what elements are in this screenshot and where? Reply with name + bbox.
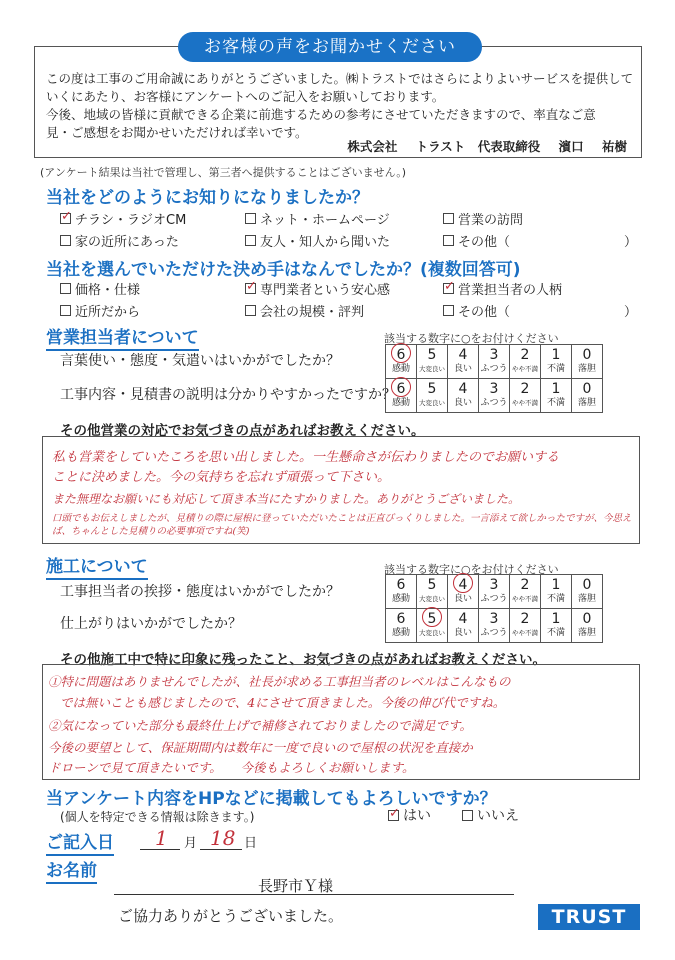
- rating-label: 大変良い: [419, 595, 445, 603]
- rating-label: 良い: [453, 398, 472, 408]
- rating-cell-6[interactable]: [386, 575, 417, 609]
- checkbox[interactable]: [462, 810, 473, 821]
- rating-number: 1: [551, 381, 561, 397]
- thanks-message: ご協力ありがとうございました。: [118, 907, 344, 925]
- rating-number: 2: [520, 347, 530, 363]
- rating-cell-6[interactable]: [386, 609, 417, 643]
- handwritten-comment: また無理なお願いにも対応して頂き本当にたすかりました。ありがとうございました。: [52, 492, 521, 506]
- rating-cell-0[interactable]: [572, 609, 603, 643]
- q2-option[interactable]: ✓ 専門業者という安心感: [245, 279, 390, 298]
- rating-cell-2[interactable]: [510, 575, 541, 609]
- rating-label: 感動: [391, 364, 410, 374]
- rating-number: 1: [551, 347, 561, 363]
- rating-cell-4[interactable]: [448, 575, 479, 609]
- checkbox-checked[interactable]: [60, 213, 71, 224]
- rating-number: 0: [582, 381, 592, 397]
- checkbox-checked[interactable]: [388, 810, 399, 821]
- rating-cell-4[interactable]: [448, 379, 479, 413]
- q2-option[interactable]: 価格・仕様: [60, 279, 140, 298]
- rating-cell-6[interactable]: [386, 345, 417, 379]
- day-unit: 日: [244, 836, 258, 851]
- month-unit: 月: [184, 836, 198, 851]
- rating-row: [386, 575, 603, 609]
- handwritten-comment: 今後の要望として、保証期間内は数年に一度で良いので屋根の状況を直接か: [48, 740, 473, 755]
- rating-number: 5: [427, 577, 437, 593]
- rating-label: やや不満: [512, 595, 538, 603]
- rating-label: 感動: [391, 398, 410, 408]
- construction-comment-prompt: その他施工中で特に印象に残ったこと、お気づきの点があればお教えください。: [60, 652, 546, 668]
- rating-label: 落胆: [577, 594, 596, 604]
- rating-label: やや不満: [512, 365, 538, 373]
- customer-name: 長野市Ｙ様: [258, 877, 334, 895]
- rating-label: 不満: [546, 398, 565, 408]
- rating-row: [386, 345, 603, 379]
- rating-label: 感動: [391, 594, 410, 604]
- rating-label: 大変良い: [419, 399, 445, 407]
- checkbox[interactable]: [443, 305, 454, 316]
- rating-cell-3[interactable]: [479, 609, 510, 643]
- rating-label: 良い: [453, 364, 472, 374]
- rating-number: 4: [458, 577, 468, 593]
- rating-number: 3: [489, 611, 499, 627]
- checkbox[interactable]: [60, 305, 71, 316]
- checkbox-checked[interactable]: [443, 283, 454, 294]
- q1-option[interactable]: その他（: [443, 231, 510, 250]
- rating-label: 落胆: [577, 398, 596, 408]
- rating-label: 不満: [546, 364, 565, 374]
- rating-label: 不満: [546, 594, 565, 604]
- q1-option[interactable]: ネット・ホームページ: [245, 209, 390, 228]
- rating-cell-5[interactable]: [417, 345, 448, 379]
- q1-title: 当社をどのようにお知りになりましたか？: [46, 188, 369, 208]
- rating-number: 5: [427, 381, 437, 397]
- close-paren: ）: [624, 235, 638, 250]
- publish-consent-note: (個人を特定できる情報は除きます。): [60, 810, 255, 824]
- rating-number: 4: [458, 611, 468, 627]
- rating-number: 5: [427, 611, 437, 627]
- rating-number: 0: [582, 577, 592, 593]
- rating-cell-3[interactable]: [479, 575, 510, 609]
- rating-label: 不満: [546, 628, 565, 638]
- rating-cell-2[interactable]: [510, 379, 541, 413]
- rating-number: 4: [458, 381, 468, 397]
- construction-section-title: 施工について: [46, 552, 148, 580]
- survey-title: お客様の声をお聞かせください: [178, 32, 482, 62]
- trust-logo: TRUST: [538, 904, 640, 930]
- q2-option[interactable]: 会社の規模・評判: [245, 301, 364, 320]
- handwritten-comment: ことに決めました。今の気持ちを忘れず頑張って下さい。: [52, 470, 391, 485]
- rating-label: ふつう: [480, 594, 508, 604]
- rating-cell-3[interactable]: [479, 379, 510, 413]
- sales-section-title: 営業担当者について: [46, 323, 199, 351]
- consent-no[interactable]: いいえ: [462, 805, 519, 825]
- scale-instruction: 該当する数字に○をお付けください: [384, 332, 559, 345]
- rating-cell-2[interactable]: [510, 609, 541, 643]
- rating-label: 落胆: [577, 628, 596, 638]
- name-label: お名前: [46, 856, 97, 884]
- q1-option[interactable]: 家の近所にあった: [60, 231, 179, 250]
- rating-cell-0[interactable]: [572, 575, 603, 609]
- rating-label: ふつう: [480, 398, 508, 408]
- rating-cell-0[interactable]: [572, 379, 603, 413]
- handwritten-comment: では無いことも感じましたので、4にさせて頂きました。今後の伸び代ですね。: [60, 695, 506, 710]
- construction-question-manner: 工事担当者の挨拶・態度はいかがでしたか？: [60, 584, 340, 600]
- rating-number: 2: [520, 381, 530, 397]
- rating-cell-2[interactable]: [510, 345, 541, 379]
- rating-label: 大変良い: [419, 365, 445, 373]
- construction-question-finish: 仕上がりはいかがでしたか？: [60, 616, 242, 632]
- rating-cell-1[interactable]: [541, 345, 572, 379]
- privacy-note: (アンケート結果は当社で管理し、第三者へ提供することはございません。): [40, 166, 407, 179]
- intro-line: この度は工事のご用命誠にありがとうございました。㈱トラストではさらによりよいサービスを提供して: [46, 71, 634, 86]
- checkbox[interactable]: [443, 213, 454, 224]
- handwritten-comment: ①特に問題はありませんでしたが、社長が求める工事担当者のレベルはこんなもの: [48, 674, 511, 689]
- date-label: ご記入日: [46, 828, 114, 856]
- q2-option[interactable]: 近所だから: [60, 301, 140, 320]
- rating-cell-1[interactable]: [541, 379, 572, 413]
- rating-number: 6: [396, 347, 406, 363]
- rating-cell-6[interactable]: [386, 379, 417, 413]
- construction-rating-scale: [385, 574, 603, 643]
- rating-number: 5: [427, 347, 437, 363]
- rating-cell-0[interactable]: [572, 345, 603, 379]
- rating-cell-5[interactable]: [417, 609, 448, 643]
- sales-question-explanation: 工事内容・見積書の説明は分かりやすかったですか？: [60, 387, 396, 403]
- rating-number: 6: [396, 611, 406, 627]
- rating-number: 4: [458, 347, 468, 363]
- rating-number: 3: [489, 577, 499, 593]
- q2-option[interactable]: その他（: [443, 301, 510, 320]
- q1-option[interactable]: 営業の訪問: [443, 209, 523, 228]
- intro-line: 今後、地域の皆様に貢献できる企業に前進するための参考にさせていただきますので、率直なご意: [46, 107, 596, 122]
- rating-cell-4[interactable]: [448, 609, 479, 643]
- q2-option[interactable]: ✓ 営業担当者の人柄: [443, 279, 562, 298]
- rating-cell-5[interactable]: [417, 575, 448, 609]
- rating-label: やや不満: [512, 629, 538, 637]
- rating-number: 2: [520, 577, 530, 593]
- sales-comment-prompt: その他営業の対応でお気づきの点があればお教えください。: [60, 423, 425, 439]
- checkbox[interactable]: [60, 235, 71, 246]
- rating-number: 0: [582, 347, 592, 363]
- rating-label: 感動: [391, 628, 410, 638]
- rating-label: 落胆: [577, 364, 596, 374]
- q1-option[interactable]: 友人・知人から聞いた: [245, 231, 390, 250]
- rating-label: ふつう: [480, 364, 508, 374]
- rating-number: 0: [582, 611, 592, 627]
- scale-instruction: 該当する数字に○をお付けください: [384, 563, 559, 576]
- close-paren: ）: [624, 305, 638, 320]
- rating-number: 6: [396, 381, 406, 397]
- rating-cell-4[interactable]: [448, 345, 479, 379]
- rating-row: [386, 609, 603, 643]
- company-signature: 株式会社 トラスト 代表取締役 濱口 祐樹: [347, 139, 627, 154]
- checkbox[interactable]: [60, 283, 71, 294]
- consent-yes[interactable]: ✓ はい: [388, 805, 431, 825]
- publish-consent-title: 当アンケート内容をHPなどに掲載してもよろしいですか？: [46, 789, 497, 809]
- rating-label: やや不満: [512, 399, 538, 407]
- q1-option[interactable]: ✓ チラシ・ラジオCM: [60, 209, 186, 228]
- rating-number: 1: [551, 577, 561, 593]
- date-day: 18: [210, 826, 236, 850]
- rating-cell-1[interactable]: [541, 609, 572, 643]
- name-line: [114, 894, 514, 895]
- checkbox[interactable]: [245, 305, 256, 316]
- rating-number: 1: [551, 611, 561, 627]
- rating-number: 3: [489, 381, 499, 397]
- handwritten-comment: 口頭でもお伝えしましたが、見積りの際に屋根に登っていただいたことは正直びっくりしました。一言添えて欲しかったですが、今思えば、ちゃんとした見積りの必要事項ですね(笑): [52, 513, 632, 537]
- rating-label: ふつう: [480, 628, 508, 638]
- checkbox[interactable]: [245, 213, 256, 224]
- intro-line: いくにあたり、お客様にアンケートへのご記入をお願いしております。: [46, 89, 445, 104]
- checkbox[interactable]: [245, 235, 256, 246]
- sales-question-manner: 言葉使い・態度・気遣いはいかがでしたか？: [60, 353, 340, 369]
- intro-line: 見・ご感想をお聞かせいただければ幸いです。: [46, 125, 308, 140]
- checkbox[interactable]: [443, 235, 454, 246]
- q2-title: 当社を選んでいただけた決め手はなんでしたか？(複数回答可): [46, 260, 521, 280]
- sales-rating-scale: [385, 344, 603, 413]
- rating-label: 良い: [453, 628, 472, 638]
- date-month: 1: [155, 826, 168, 850]
- handwritten-comment: ドローンで見て頂きたいです。 今後もよろしくお願いします。: [48, 760, 415, 775]
- rating-label: 大変良い: [419, 629, 445, 637]
- rating-row: [386, 379, 603, 413]
- handwritten-comment: ②気になっていた部分も最終仕上げで補修されておりましたので満足です。: [48, 718, 473, 733]
- rating-cell-3[interactable]: [479, 345, 510, 379]
- rating-number: 6: [396, 577, 406, 593]
- handwritten-comment: 私も営業をしていたころを思い出しました。一生懸命さが伝わりましたのでお願いする: [52, 450, 560, 465]
- rating-cell-1[interactable]: [541, 575, 572, 609]
- rating-number: 3: [489, 347, 499, 363]
- rating-label: 良い: [453, 594, 472, 604]
- intro-text: [46, 70, 636, 142]
- rating-cell-5[interactable]: [417, 379, 448, 413]
- checkbox-checked[interactable]: [245, 283, 256, 294]
- rating-number: 2: [520, 611, 530, 627]
